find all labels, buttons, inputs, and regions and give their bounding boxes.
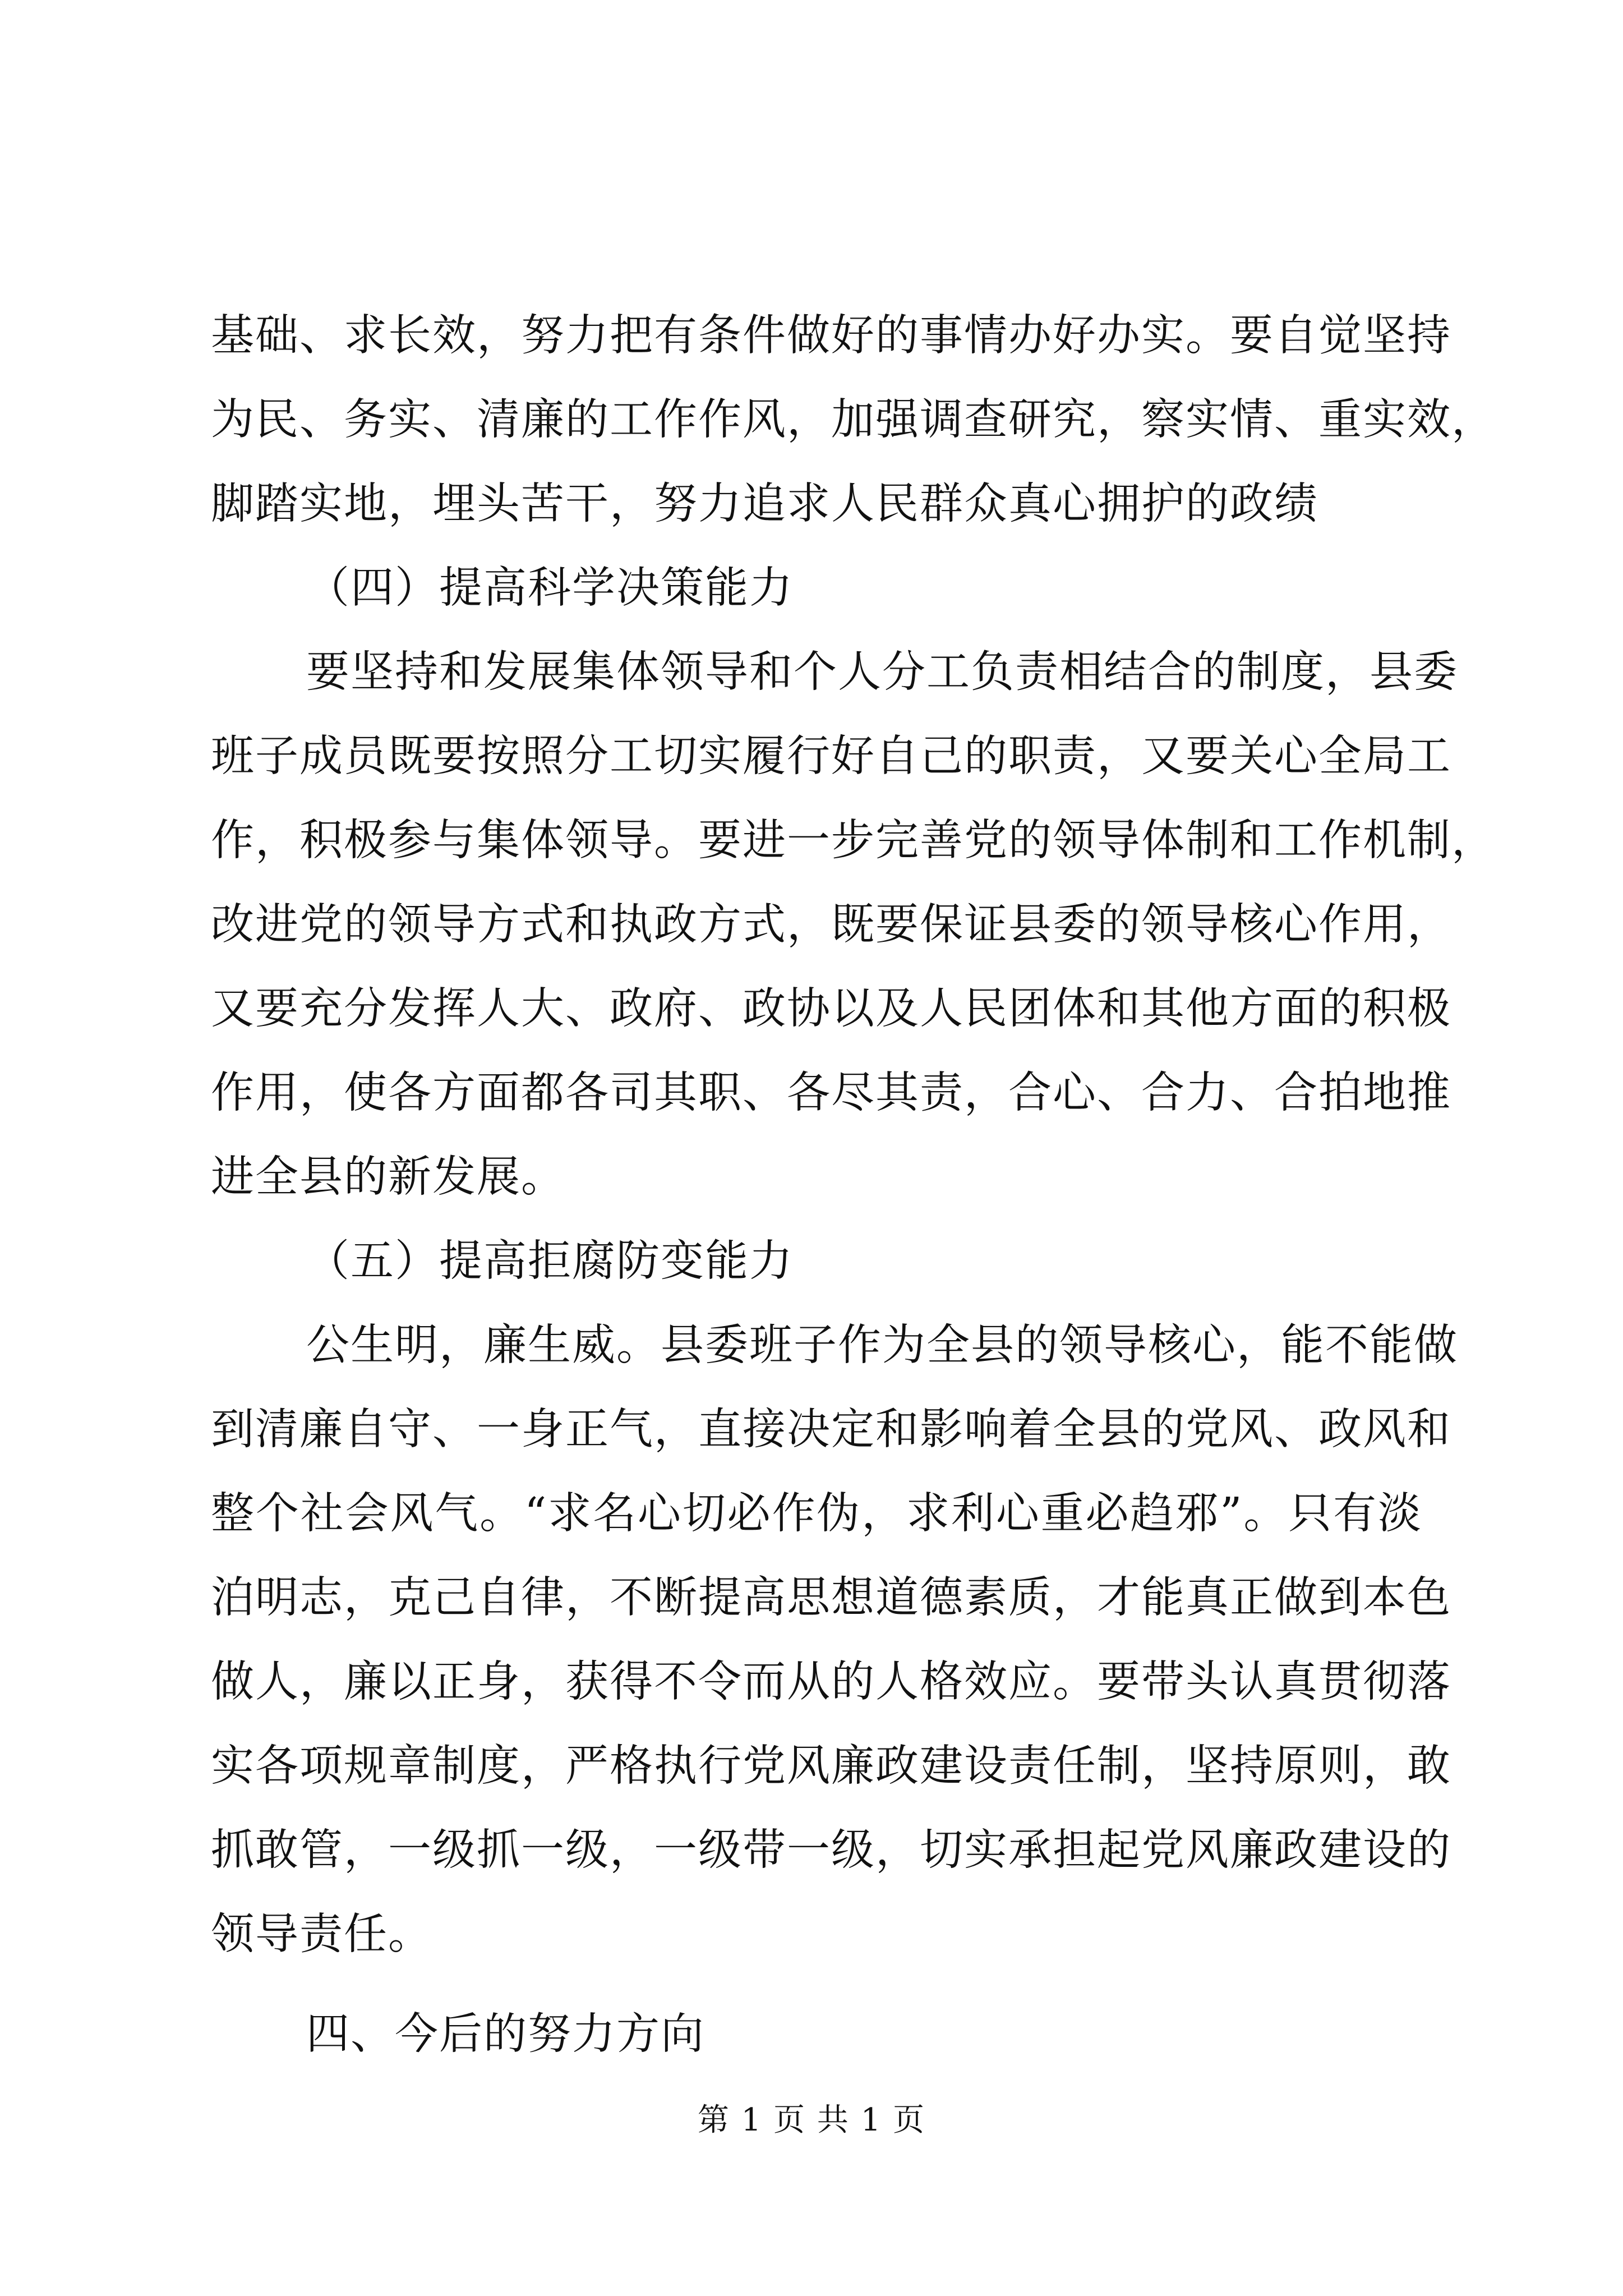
document-body xyxy=(211,294,1496,2077)
section-heading: 四、今后的努力方向 xyxy=(306,2009,705,2059)
body-line: 班子成员既要按照分工切实履行好自己的职责，又要关心全局工 xyxy=(211,731,1451,781)
body-line: 做人，廉以正身，获得不令而从的人格效应。要带头认真贯彻落 xyxy=(211,1657,1451,1707)
body-line: 到清廉自守、一身正气，直接决定和影响着全县的党风、政风和 xyxy=(211,1405,1451,1455)
section-heading: （五）提高拒腐防变能力 xyxy=(306,1236,794,1286)
body-line: 基础、求长效，努力把有条件做好的事情办好办实。要自觉坚持 xyxy=(211,311,1451,361)
body-line: 进全县的新发展。 xyxy=(211,1152,565,1202)
body-line: 为民、务实、清廉的工作作风，加强调查研究，察实情、重实效， xyxy=(211,395,1496,445)
body-line: 又要充分发挥人大、政府、政协以及人民团体和其他方面的积极 xyxy=(211,984,1451,1034)
body-line: 公生明，廉生威。县委班子作为全县的领导核心，能不能做 xyxy=(306,1320,1458,1370)
body-line: 领导责任。 xyxy=(211,1910,432,1959)
body-line: 实各项规章制度，严格执行党风廉政建设责任制，坚持原则，敢 xyxy=(211,1741,1451,1791)
section-heading: （四）提高科学决策能力 xyxy=(306,563,794,613)
page-number-footer: 第 1 页 共 1 页 xyxy=(697,2102,926,2138)
body-line: 脚踏实地，埋头苦干，努力追求人民群众真心拥护的政绩 xyxy=(211,479,1318,529)
body-line: 作，积极参与集体领导。要进一步完善党的领导体制和工作机制， xyxy=(211,816,1496,866)
body-line: 作用，使各方面都各司其职、各尽其责，合心、合力、合拍地推 xyxy=(211,1068,1451,1118)
body-line: 要坚持和发展集体领导和个人分工负责相结合的制度，县委 xyxy=(306,647,1458,697)
body-line: 抓敢管，一级抓一级，一级带一级，切实承担起党风廉政建设的 xyxy=(211,1825,1451,1875)
body-line: 泊明志，克己自律，不断提高思想道德素质，才能真正做到本色 xyxy=(211,1573,1451,1623)
body-line: 改进党的领导方式和执政方式，既要保证县委的领导核心作用， xyxy=(211,900,1451,950)
body-line: 整个社会风气。“求名心切必作伪，求利心重必趋邪”。只有淡 xyxy=(211,1489,1422,1539)
